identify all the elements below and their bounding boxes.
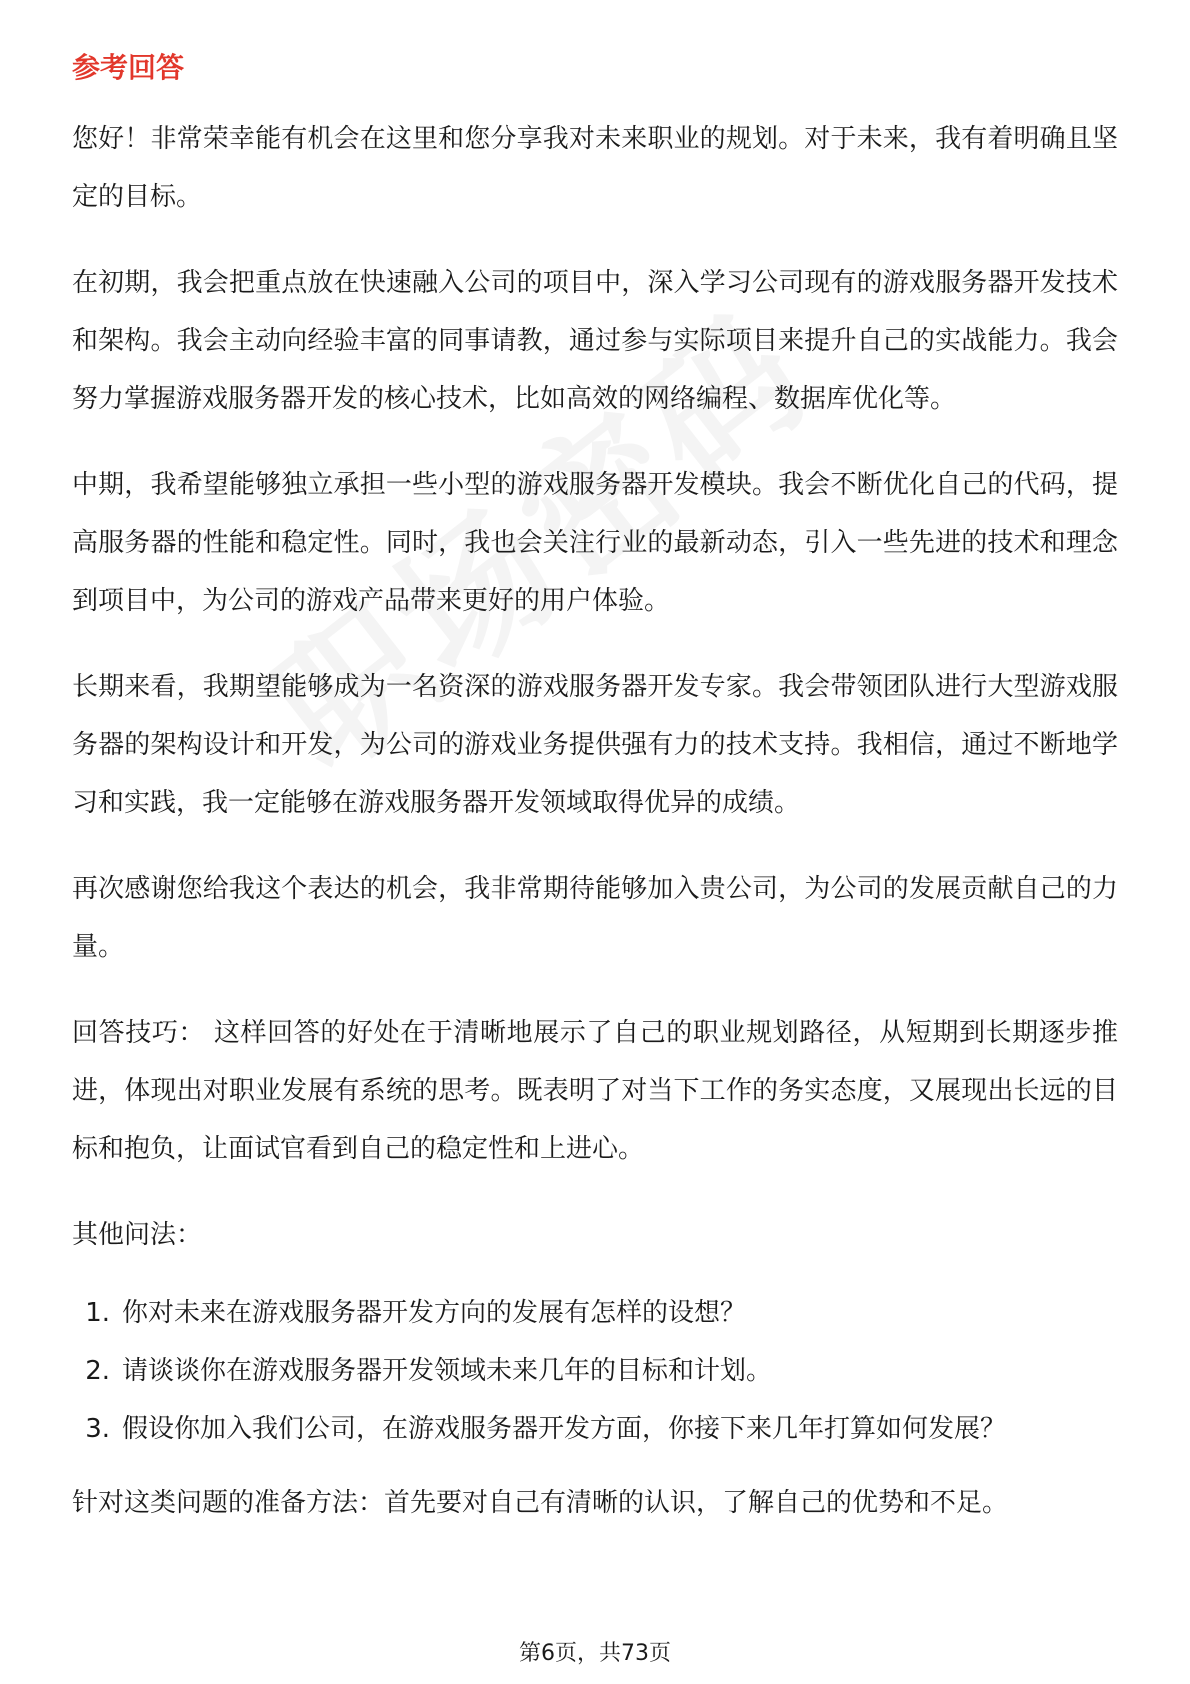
list-item-text: 请谈谈你在游戏服务器开发领域未来几年的目标和计划。	[122, 1356, 773, 1386]
paragraph-long-term: 长期来看，我期望能够成为一名资深的游戏服务器开发专家。我会带领团队进行大型游戏服务器的架构设计和开发，为公司的游戏业务提供强有力的技术支持。我相信，通过不断地学习和实践，我一定能够在游戏服务器开发领域取得优异的成绩。	[72, 672, 1118, 818]
paragraph-mid-stage: 中期，我希望能够独立承担一些小型的游戏服务器开发模块。我会不断优化自己的代码，提高服务器的性能和稳定性。同时，我也会关注行业的最新动态，引入一些先进的技术和理念到项目中，为公司的游戏产品带来更好的用户体验。	[72, 470, 1118, 616]
list-item	[72, 1400, 1118, 1458]
paragraph-answer-tips: 回答技巧： 这样回答的好处在于清晰地展示了自己的职业规划路径，从短期到长期逐步推进，体现出对职业发展有系统的思考。既表明了对当下工作的务实态度，又展现出长远的目标和抱负，让面试官看到自己的稳定性和上进心。	[72, 1018, 1118, 1164]
paragraph-thanks: 再次感谢您给我这个表达的机会，我非常期待能够加入贵公司，为公司的发展贡献自己的力量。	[72, 874, 1118, 962]
list-item	[72, 1284, 1118, 1342]
section-heading: 参考回答	[72, 51, 185, 84]
other-questions-label: 其他问法：	[72, 1220, 203, 1250]
document-page	[72, 48, 1118, 1552]
page-number-footer: 第6页，共73页	[519, 1641, 671, 1666]
preparation-method-line: 针对这类问题的准备方法：首先要对自己有清晰的认识，了解自己的优势和不足。	[72, 1488, 1009, 1518]
list-item-number: 2.	[85, 1356, 110, 1386]
paragraph-early-stage: 在初期，我会把重点放在快速融入公司的项目中，深入学习公司现有的游戏服务器开发技术和架构。我会主动向经验丰富的同事请教，通过参与实际项目来提升自己的实战能力。我会努力掌握游戏服务器开发的核心技术，比如高效的网络编程、数据库优化等。	[72, 268, 1118, 414]
list-item-text: 你对未来在游戏服务器开发方向的发展有怎样的设想？	[122, 1298, 747, 1328]
other-questions-list	[72, 1284, 1118, 1458]
paragraph-greeting: 您好！非常荣幸能有机会在这里和您分享我对未来职业的规划。对于未来，我有着明确且坚定的目标。	[72, 124, 1118, 212]
list-item-text: 假设你加入我们公司，在游戏服务器开发方面，你接下来几年打算如何发展？	[122, 1414, 1007, 1444]
list-item	[72, 1342, 1118, 1400]
list-item-number: 1.	[85, 1298, 110, 1328]
list-item-number: 3.	[85, 1414, 110, 1444]
